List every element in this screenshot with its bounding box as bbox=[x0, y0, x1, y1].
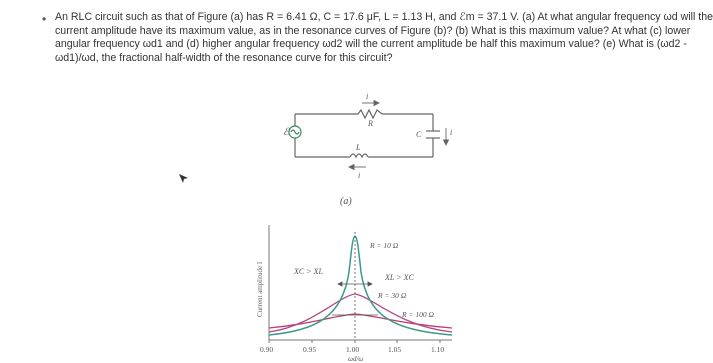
y-axis-label: Current amplitude I bbox=[256, 261, 264, 317]
figure-a-caption: (a) bbox=[340, 196, 352, 207]
problem-line-3: angular frequency ωd1 and (d) higher angular frequency ωd2 will the current amplitude be half this maximum value? (e) What is (ωd2 - bbox=[55, 38, 687, 51]
region-right-label: XL > XC bbox=[385, 273, 414, 282]
mouse-cursor-icon bbox=[178, 173, 190, 185]
x-axis-label: ωd/ω bbox=[348, 355, 364, 363]
x-tick-3: 1.05 bbox=[388, 345, 402, 354]
label-r-30: R = 30 Ω bbox=[378, 291, 407, 300]
curve-r-10 bbox=[269, 236, 452, 335]
x-tick-1: 0.95 bbox=[303, 345, 317, 354]
resonance-curve-plot bbox=[252, 222, 462, 363]
resistor-label: R bbox=[368, 119, 373, 128]
inductor-label: L bbox=[356, 143, 361, 152]
current-label-top: i bbox=[366, 92, 369, 101]
problem-text bbox=[55, 11, 713, 65]
region-left-label: XC > XL bbox=[294, 267, 323, 276]
current-label-bottom: i bbox=[358, 171, 361, 180]
current-label-right: i bbox=[450, 128, 453, 137]
problem-line-1: An RLC circuit such as that of Figure (a) has R = 6.41 Ω, C = 17.6 μF, L = 1.13 H, and ℰm = 37.1 V. (a) At what angular frequency ωd will the bbox=[55, 11, 713, 23]
x-tick-4: 1.10 bbox=[431, 345, 445, 354]
x-tick-2: 1.00 bbox=[346, 345, 360, 354]
label-r-100: R = 100 Ω bbox=[402, 310, 434, 319]
emf-label: ℰ bbox=[283, 127, 290, 138]
list-bullet: • bbox=[42, 12, 47, 26]
problem-line-4: ωd1)/ωd, the fractional half-width of the resonance curve for this circuit? bbox=[55, 51, 393, 64]
rlc-circuit-diagram bbox=[250, 88, 453, 196]
label-r-10: R = 10 Ω bbox=[370, 241, 399, 250]
problem-line-2: current amplitude have its maximum value, as in the resonance curves of Figure (b)? (b) What is this maximum value? At what (c) lower bbox=[55, 24, 691, 37]
x-tick-0: 0.90 bbox=[260, 345, 274, 354]
capacitor-label: C bbox=[416, 130, 422, 139]
